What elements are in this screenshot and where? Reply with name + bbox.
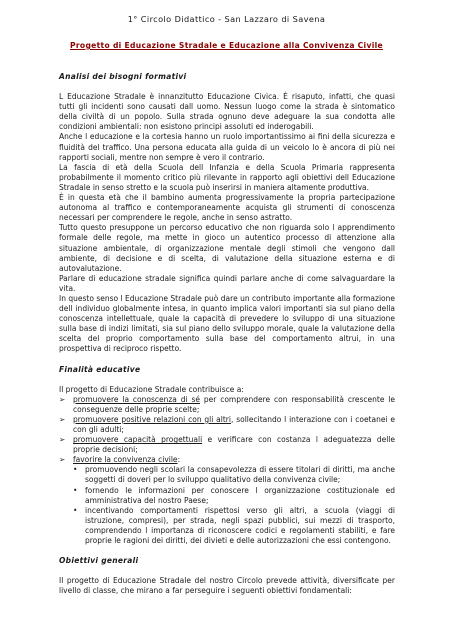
sub-list-item-text: incentivando comportamenti rispettosi verso gli altri, a scuola (viaggi di istruzione, compresi), per strada, negli spazi pubblici, sui mezzi di trasporto, comprendendo l importanza di riconoscere codici e regolamenti stabiliti, e fare proprie le ragioni dei diritti, dei divieti e delle autorizzazioni che essi contengono. bbox=[85, 505, 395, 546]
arrow-bullet-icon: ➢ bbox=[59, 414, 66, 424]
section-heading-finalita: Finalità educative bbox=[59, 364, 141, 374]
arrow-bullet-icon: ➢ bbox=[59, 455, 66, 465]
list-item-text: , sollecitando l interazione con i coetanei e con gli adulti; bbox=[73, 414, 395, 434]
page-header: 1° Circolo Didattico - San Lazzaro di Savena bbox=[127, 14, 326, 24]
sub-list-item bbox=[71, 465, 395, 485]
paragraph: Il progetto di Educazione Stradale contribuisce a: bbox=[59, 384, 244, 394]
paragraph: È in questa età che il bambino aumenta progressivamente la propria partecipazione autonoma al traffico e contemporaneamente acquista gli strumenti di conoscenza necessari per comprendere le regole, anche in senso astratto. bbox=[59, 193, 395, 223]
document-body bbox=[59, 72, 395, 596]
sub-list-item bbox=[71, 486, 395, 506]
list-item bbox=[59, 455, 395, 546]
paragraph: Tutto questo presuppone un percorso educativo che non riguarda solo l apprendimento formale delle regole, ma mette in gioco un autentico processo di attenzione alla situazione ambientale, di organizzazione mentale degli stimoli che vengono dall ambiente, di decisione e di scelta, di valutazione della situazione esterna e di autovalutazione. bbox=[59, 223, 395, 273]
document-title: Progetto di Educazione Stradale e Educazione alla Convivenza Civile bbox=[70, 41, 383, 50]
sub-list-item bbox=[71, 506, 395, 546]
arrow-bullet-icon: ➢ bbox=[59, 435, 66, 445]
paragraph: Anche l educazione e la cortesia hanno un ruolo importantissimo ai fini della sicurezza e fluidità del traffico. Una persona educata alla guida di un veicolo lo è ancora di più nei rapporti sociali, mentre non sempre è vero il contrario. bbox=[59, 132, 395, 162]
paragraph: La fascia di età della Scuola dell Infanzia e della Scuola Primaria rappresenta probabilmente il momento critico più rilevante in rapporto agli obiettivi dell Educazione Stradale in senso stretto e la scuola può inserirsi in maniera altamente produttiva. bbox=[59, 162, 395, 192]
sub-list-item-text: fornendo le informazioni per conoscere l organizzazione costituzionale ed amministrativa del nostro Paese; bbox=[85, 485, 395, 505]
paragraph: Parlare di educazione stradale significa quindi parlare anche di come salvaguardare la vita. bbox=[59, 273, 395, 293]
list-item bbox=[59, 395, 395, 415]
paragraph: Il progetto di Educazione Stradale del nostro Circolo prevede attività, diversificate per livello di classe, che mirano a far perseguire i seguenti obiettivi fondamentali: bbox=[59, 576, 395, 596]
paragraph: In questo senso l Educazione Stradale può dare un contributo importante alla formazione dell individuo globalmente intesa, in quanto implica valori importanti sia sul piano della conoscenza intellettuale, quale la capacità di prevedere lo sviluppo di una situazione sulla base di indizi limitati, sia sul piano dello sviluppo morale, quale la valutazione della scelta del proprio comportamento sulla base del comportamento altrui, in una prospettiva di reciproco rispetto. bbox=[59, 293, 395, 354]
list-item-text: : bbox=[177, 455, 181, 465]
list-item bbox=[59, 415, 395, 435]
dot-bullet-icon: • bbox=[73, 505, 78, 515]
list-item-text: per comprendere con responsabilità crescente le conseguenze delle proprie scelte; bbox=[73, 394, 395, 414]
dot-bullet-icon: • bbox=[73, 485, 78, 495]
underlined-text: promuovere la conoscenza di sé bbox=[73, 394, 200, 404]
aims-list bbox=[59, 395, 395, 546]
list-item bbox=[59, 435, 395, 455]
paragraph: L Educazione Stradale è innanzitutto Educazione Civica. È risaputo, infatti, che quasi tutti gli incidenti sono causati dall uomo. Nessun luogo come la strada è sintomatico della civiltà di un popolo. Sulla strada ognuno deve adeguare la sua condotta alle condizioni ambientali: non esistono principi assoluti ed inderogabili. bbox=[59, 92, 395, 132]
dot-bullet-icon: • bbox=[73, 465, 78, 475]
section-heading-analisi: Analisi dei bisogni formativi bbox=[59, 72, 187, 81]
underlined-text: promuovere capacità progettuali bbox=[73, 435, 203, 445]
arrow-bullet-icon: ➢ bbox=[59, 394, 66, 404]
underlined-text: favorire la convivenza civile bbox=[73, 455, 178, 465]
underlined-text: promuovere positive relazioni con gli altri bbox=[73, 414, 231, 424]
sub-list-item-text: promuovendo negli scolari la consapevolezza di essere titolari di diritti, ma anche soggetti di doveri per lo sviluppo qualitativo della convivenza civile; bbox=[85, 465, 395, 485]
list-item-text: e verificare con costanza l adeguatezza delle proprie decisioni; bbox=[73, 435, 395, 455]
sub-list bbox=[71, 465, 395, 546]
section-heading-obiettivi: Obiettivi generali bbox=[59, 556, 139, 566]
